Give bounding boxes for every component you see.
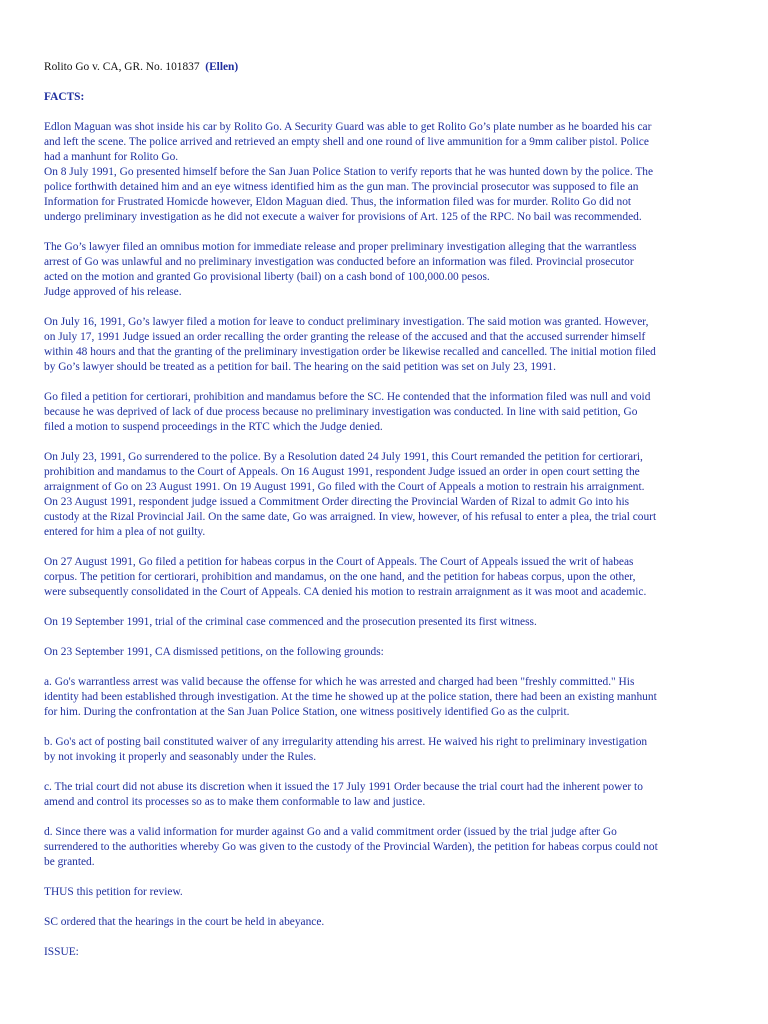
facts-body xyxy=(44,120,734,930)
paragraph-line: be granted. xyxy=(44,856,95,868)
paragraph-line: d. Since there was a valid information for murder against Go and a valid commitment order (issued by the trial judge after Go xyxy=(44,826,617,838)
paragraph-line: and left the scene. The police arrived and retrieved an empty shell and one round of live ammunition for a 9mm caliber pistol. Police xyxy=(44,136,649,148)
paragraph-line: acted on the motion and granted Go provisional liberty (bail) on a cash bond of 100,000.00 pesos. xyxy=(44,271,490,283)
fact-paragraph xyxy=(44,915,734,930)
fact-paragraph xyxy=(44,555,734,600)
fact-paragraph xyxy=(44,315,734,375)
document-page xyxy=(44,60,734,975)
paragraph-line: On 27 August 1991, Go filed a petition for habeas corpus in the Court of Appeals. The Court of Appeals issued the writ of habeas xyxy=(44,556,634,568)
fact-paragraph xyxy=(44,645,734,660)
case-title: Rolito Go v. CA, GR. No. 101837 xyxy=(44,61,200,73)
paragraph-line: On 19 September 1991, trial of the criminal case commenced and the prosecution presented its first witness. xyxy=(44,616,537,628)
paragraph-line: arrest of Go was unlawful and no preliminary investigation was conducted before an information was filed. Provincial prosecutor xyxy=(44,256,634,268)
fact-paragraph xyxy=(44,735,734,765)
paragraph-line: on July 17, 1991 Judge issued an order recalling the order granting the release of the accused and that the accused surrender himself xyxy=(44,331,646,343)
digest-author: (Ellen) xyxy=(205,61,239,73)
paragraph-line: custody at the Rizal Provincial Jail. On the same date, Go was arraigned. In view, however, of his refusal to enter a plea, the trial court xyxy=(44,511,657,523)
paragraph-line: Go filed a petition for certiorari, prohibition and mandamus before the SC. He contended that the information filed was null and void xyxy=(44,391,651,403)
paragraph-line: because he was deprived of lack of due process because no preliminary investigation was conducted. In line with said petition, Go xyxy=(44,406,638,418)
paragraph-line: On 23 September 1991, CA dismissed petitions, on the following grounds: xyxy=(44,646,384,658)
paragraph-line: On July 23, 1991, Go surrendered to the police. By a Resolution dated 24 July 1991, this Court remanded the petition for certiorari, xyxy=(44,451,643,463)
fact-paragraph xyxy=(44,120,734,225)
facts-heading: FACTS: xyxy=(44,91,85,103)
fact-paragraph xyxy=(44,390,734,435)
paragraph-line: Judge approved of his release. xyxy=(44,286,182,298)
paragraph-line: Edlon Maguan was shot inside his car by Rolito Go. A Security Guard was able to get Rolito Go’s plate number as he boarded his car xyxy=(44,121,652,133)
paragraph-line: police forthwith detained him and an eye witness identified him as the gun man. The provincial prosecutor was supposed to file an xyxy=(44,181,639,193)
paragraph-line: arraignment of Go on 23 August 1991. On 19 August 1991, Go filed with the Court of Appeals a motion to restrain his arraignment. xyxy=(44,481,645,493)
paragraph-line: filed a motion to suspend proceedings in the RTC which the Judge denied. xyxy=(44,421,383,433)
fact-paragraph xyxy=(44,675,734,720)
paragraph-line: for him. During the confrontation at the San Juan Police Station, one witness positively identified Go as the culprit. xyxy=(44,706,570,718)
paragraph-line: THUS this petition for review. xyxy=(44,886,183,898)
fact-paragraph xyxy=(44,885,734,900)
paragraph-line: On 8 July 1991, Go presented himself before the San Juan Police Station to verify reports that he was hunted down by the police. The xyxy=(44,166,654,178)
fact-paragraph xyxy=(44,240,734,300)
paragraph-line: prohibition and mandamus to the Court of Appeals. On 16 August 1991, respondent Judge issued an order in open court setting the xyxy=(44,466,640,478)
paragraph-line: On July 16, 1991, Go’s lawyer filed a motion for leave to conduct preliminary investigation. The said motion was granted. However, xyxy=(44,316,649,328)
paragraph-line: a. Go's warrantless arrest was valid because the offense for which he was arrested and charged had been "freshly committed." His xyxy=(44,676,635,688)
paragraph-line: Information for Frustrated Homicde however, Eldon Maguan died. Thus, the information filed was for murder. Rolito Go did not xyxy=(44,196,632,208)
case-title-line xyxy=(44,60,734,75)
fact-paragraph xyxy=(44,825,734,870)
paragraph-line: b. Go's act of posting bail constituted waiver of any irregularity attending his arrest. He waived his right to preliminary investigation xyxy=(44,736,648,748)
fact-paragraph xyxy=(44,780,734,810)
paragraph-line: by Go’s lawyer should be treated as a petition for bail. The hearing on the said petition was set on July 23, 1991. xyxy=(44,361,556,373)
paragraph-line: by not invoking it properly and seasonably under the Rules. xyxy=(44,751,317,763)
paragraph-line: SC ordered that the hearings in the court be held in abeyance. xyxy=(44,916,325,928)
fact-paragraph xyxy=(44,615,734,630)
paragraph-line: corpus. The petition for certiorari, prohibition and mandamus, on the one hand, and the petition for habeas corpus, upon the other, xyxy=(44,571,636,583)
issue-heading: ISSUE: xyxy=(44,946,79,958)
fact-paragraph xyxy=(44,450,734,540)
paragraph-line: within 48 hours and that the granting of the preliminary investigation order be likewise recalled and cancelled. The initial motion filed xyxy=(44,346,656,358)
paragraph-line: undergo preliminary investigation as he did not execute a waiver for provisions of Art. 125 of the RPC. No bail was recommended. xyxy=(44,211,642,223)
paragraph-line: c. The trial court did not abuse its discretion when it issued the 17 July 1991 Order because the trial court had the inherent power to xyxy=(44,781,643,793)
paragraph-line: amend and control its processes so as to make them conformable to law and justice. xyxy=(44,796,426,808)
paragraph-line: had a manhunt for Rolito Go. xyxy=(44,151,179,163)
paragraph-line: identity had been established through investigation. At the time he showed up at the police station, there had been an existing manhunt xyxy=(44,691,657,703)
paragraph-line: surrendered to the authorities whereby Go was given to the custody of the Provincial Warden), the petition for habeas corpus could not xyxy=(44,841,658,853)
paragraph-line: On 23 August 1991, respondent judge issued a Commitment Order directing the Provincial Warden of Rizal to admit Go into his xyxy=(44,496,630,508)
paragraph-line: were subsequently consolidated in the Court of Appeals. CA denied his motion to restrain arraignment as it was moot and academic. xyxy=(44,586,647,598)
paragraph-line: entered for him a plea of not guilty. xyxy=(44,526,206,538)
paragraph-line: The Go’s lawyer filed an omnibus motion for immediate release and proper preliminary investigation alleging that the warrantless xyxy=(44,241,637,253)
